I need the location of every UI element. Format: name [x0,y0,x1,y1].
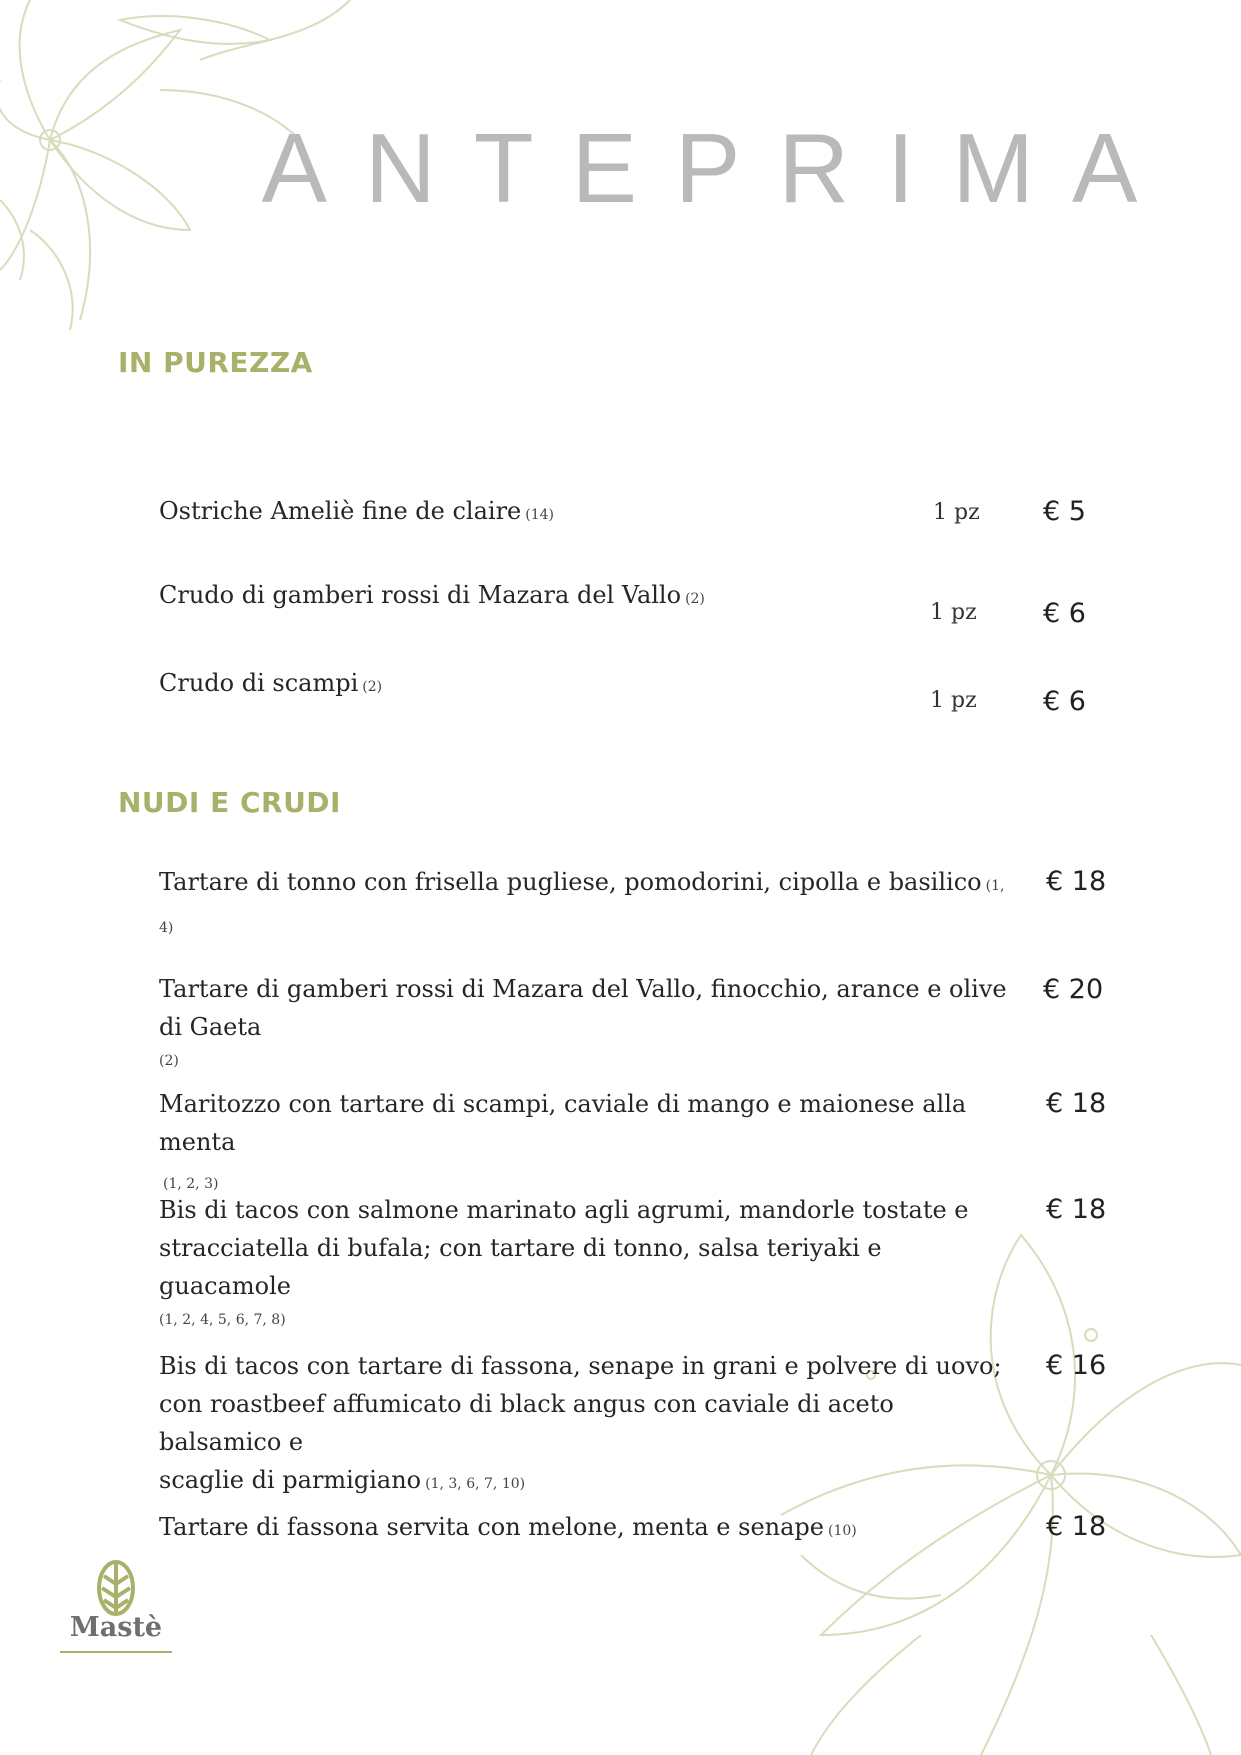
brand-name: Mastè [69,1612,163,1643]
item-quantity: 1 pz [930,600,977,625]
item-quantity: 1 pz [933,500,980,525]
brand-underline [60,1651,172,1653]
item-name: Maritozzo con tartare di scampi, caviale di mango e maionese alla menta [159,1090,967,1156]
item-name: Crudo di gamberi rossi di Mazara del Vallo [159,581,682,609]
menu-item [159,1191,1019,1335]
menu-item [159,664,1019,706]
item-name: Crudo di scampi [159,669,359,697]
item-name: Ostriche Ameliè fine de claire [159,497,522,525]
menu-item [159,970,1014,1076]
item-allergens: (1, 4) [159,878,1005,936]
menu-item [159,1085,1019,1203]
item-name-line: Bis di tacos con tartare di fassona, senape in grani e polvere di uovo; [159,1352,1002,1380]
item-name-line: scaglie di parmigiano [159,1466,422,1494]
menu-item [159,863,1019,947]
item-price: € 16 [1046,1350,1107,1381]
item-price: € 18 [1046,1194,1107,1225]
item-allergens: (2) [362,679,383,695]
item-price: € 6 [1043,598,1086,629]
item-name-line: con roastbeef affumicato di black angus con caviale di aceto balsamico e [159,1390,894,1456]
page-title: ANTEPRIMA [261,113,1176,223]
item-allergens: (1, 2, 3) [163,1176,219,1192]
item-price: € 20 [1043,974,1104,1005]
menu-item [159,492,1019,534]
item-allergens: (10) [828,1523,857,1539]
item-price: € 18 [1046,866,1107,897]
item-allergens: (1, 2, 4, 5, 6, 7, 8) [159,1312,286,1328]
item-price: € 18 [1046,1511,1107,1542]
menu-item [159,1508,1019,1550]
item-name-line: stracciatella di bufala; con tartare di tonno, salsa teriyaki e guacamole [159,1234,882,1300]
item-name: Tartare di gamberi rossi di Mazara del Vallo, finocchio, arance e olive di Gaeta [159,975,1007,1041]
item-name-line: Bis di tacos con salmone marinato agli agrumi, mandorle tostate e [159,1196,969,1224]
item-allergens: (2) [685,591,705,607]
item-allergens: (2) [159,1053,179,1069]
item-price: € 5 [1043,496,1086,527]
section-heading-in-purezza: IN PUREZZA [118,346,313,379]
item-name: Tartare di fassona servita con melone, menta e senape [159,1513,824,1541]
item-quantity: 1 pz [930,688,977,713]
section-heading-nudi-e-crudi: NUDI E CRUDI [118,786,341,819]
item-name: Tartare di tonno con frisella pugliese, pomodorini, cipolla e basilico [159,868,982,896]
menu-item [159,1347,1019,1503]
item-price: € 6 [1043,686,1086,717]
item-allergens: (14) [525,507,555,523]
item-price: € 18 [1046,1088,1107,1119]
item-allergens: (1, 3, 6, 7, 10) [425,1476,526,1492]
menu-item [159,576,1019,618]
